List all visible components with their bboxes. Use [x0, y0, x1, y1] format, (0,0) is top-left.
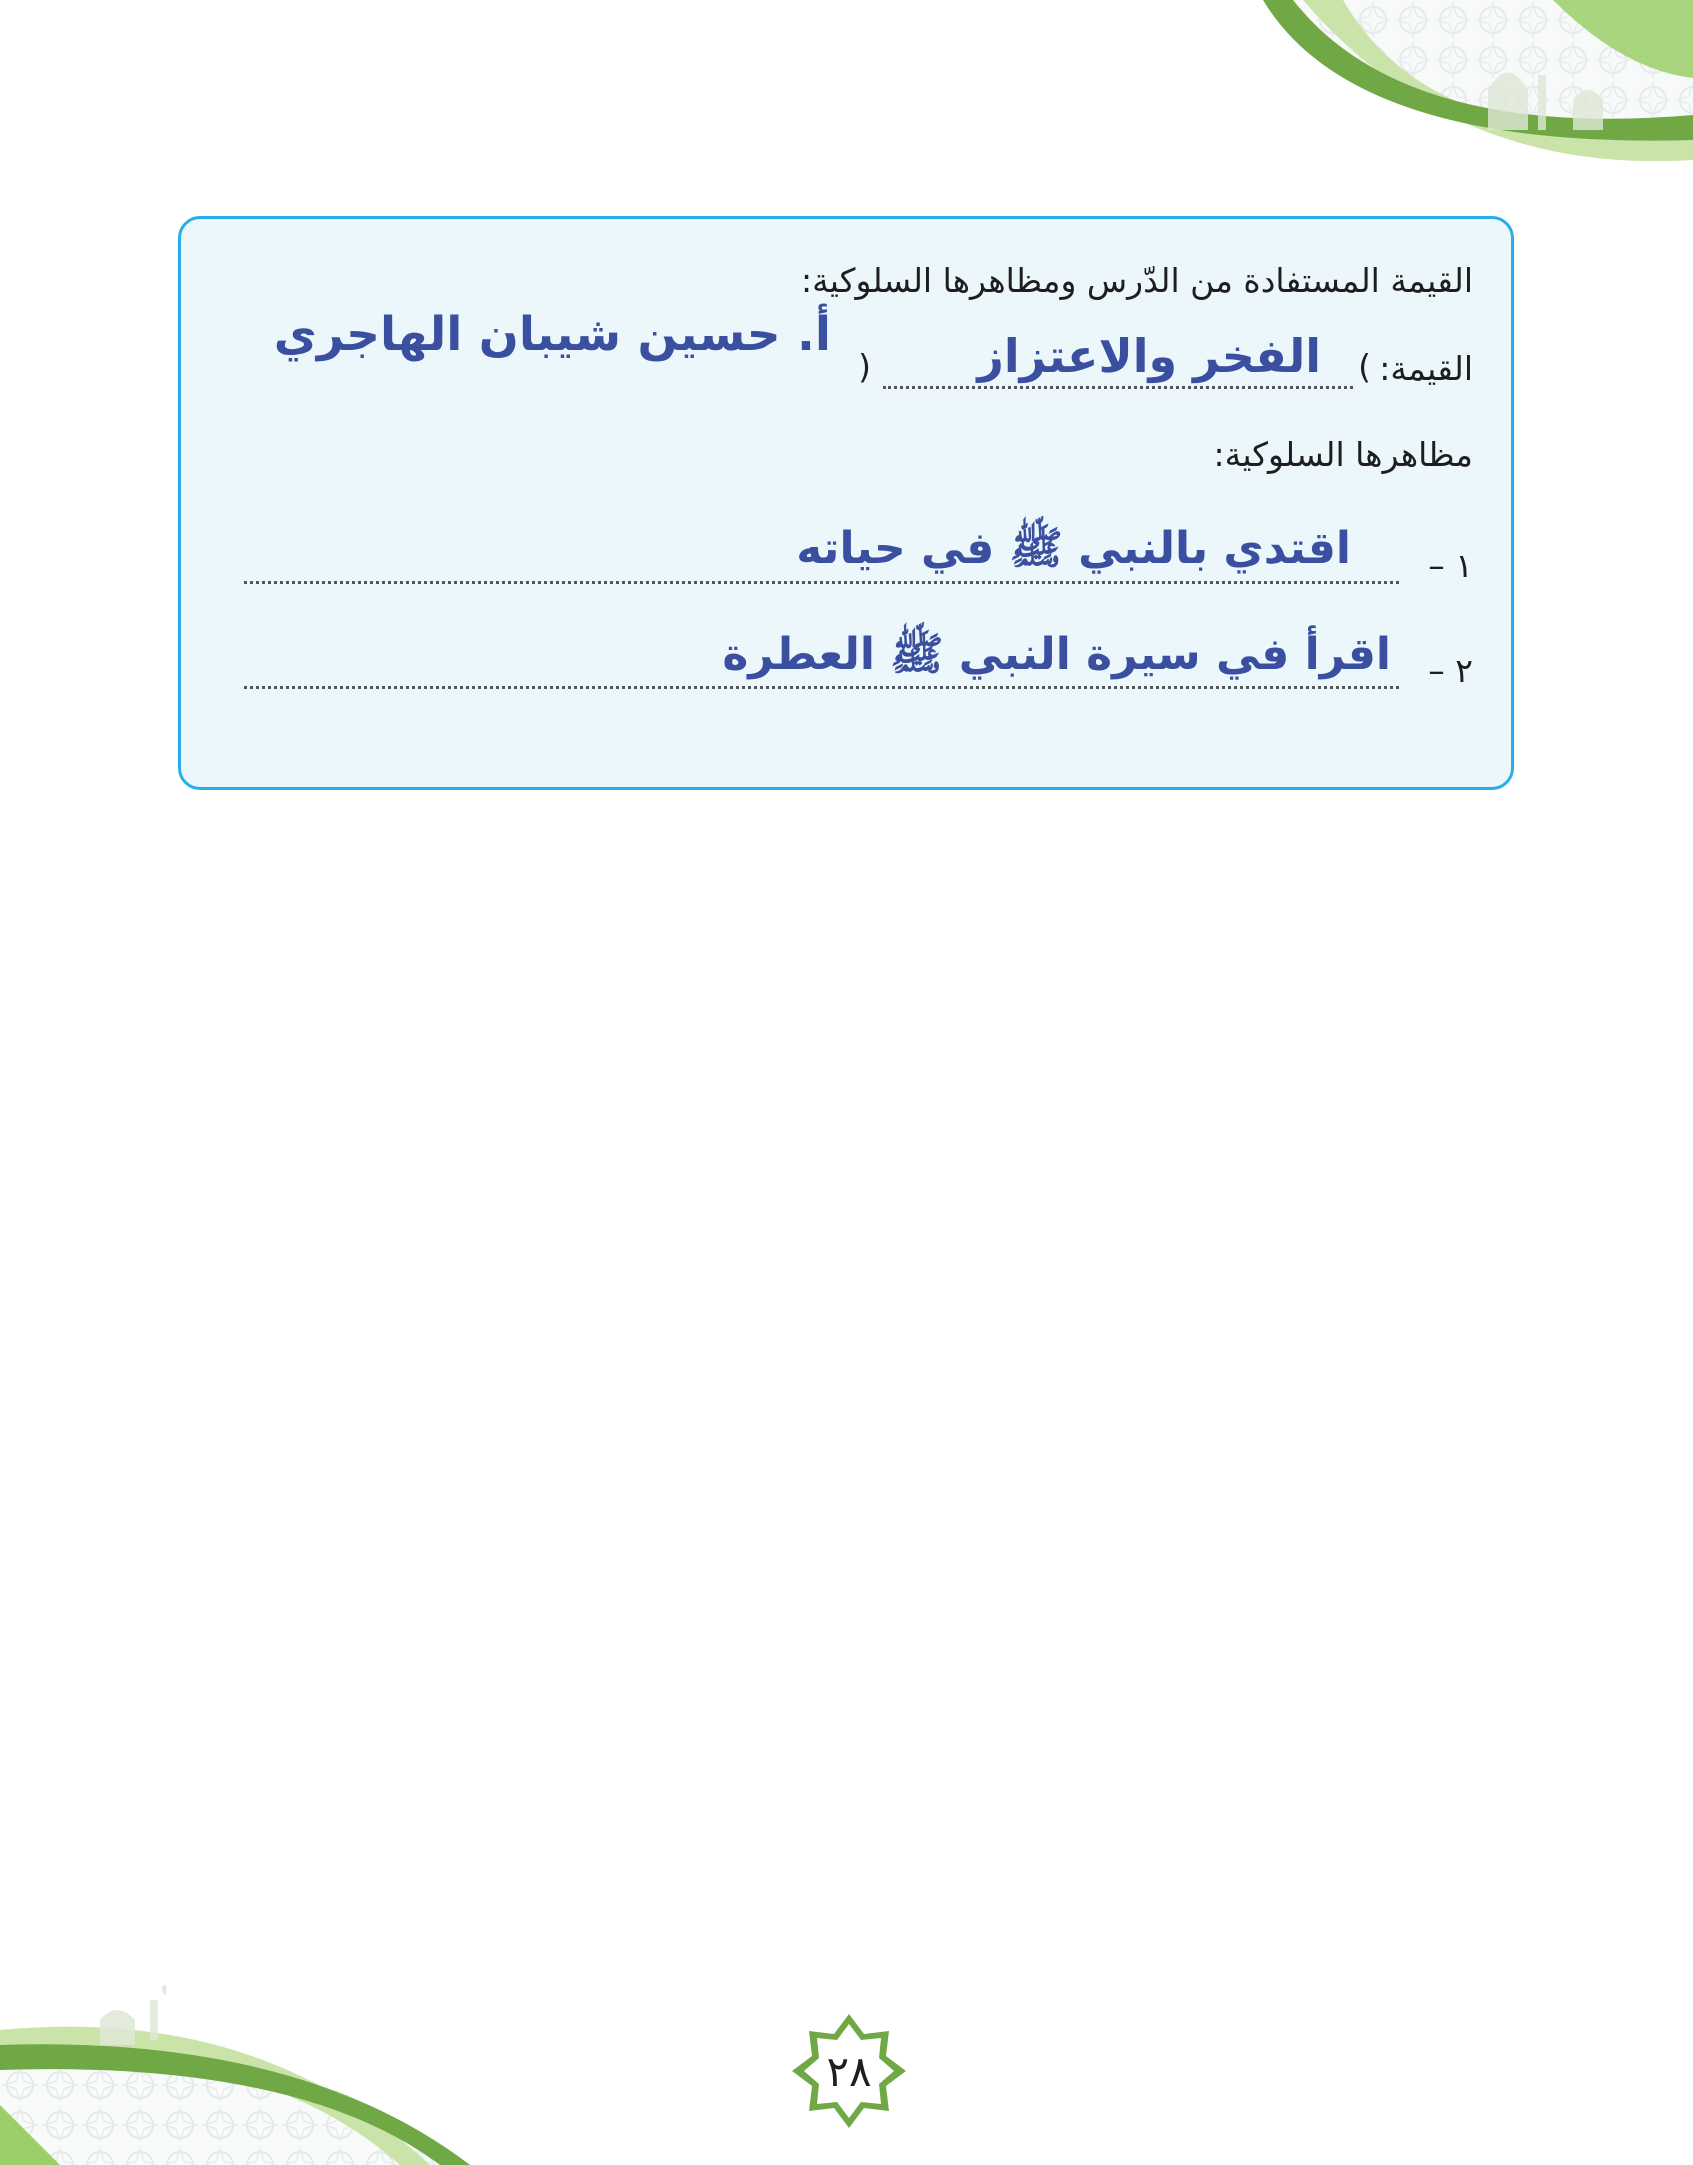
corner-decoration-bottom-left-icon [0, 1985, 480, 2165]
value-paren-close: ) [858, 347, 871, 386]
corner-decoration-top-right-icon [1153, 0, 1693, 190]
page-number: ٢٨ [826, 2046, 872, 2096]
item-number: ١ – [1428, 546, 1473, 585]
value-card [178, 216, 1514, 790]
author-name: أ. حسين شيبان الهاجري [273, 307, 831, 362]
value-label: القيمة: [1379, 349, 1473, 388]
value-answer: الفخر والاعتزاز [977, 329, 1321, 383]
manifestations-heading: مظاهرها السلوكية: [1213, 435, 1473, 474]
item-answer: اقرأ في سيرة النبي ﷺ العطرة [722, 629, 1391, 680]
value-answer-line [883, 386, 1353, 389]
item-answer: اقتدي بالنبي ﷺ في حياته [796, 523, 1351, 574]
intro-heading: القيمة المستفادة من الدّرس ومظاهرها السلوكية: [800, 261, 1473, 300]
value-paren-open: ( [1358, 347, 1371, 386]
item-number: ٢ – [1428, 651, 1473, 690]
